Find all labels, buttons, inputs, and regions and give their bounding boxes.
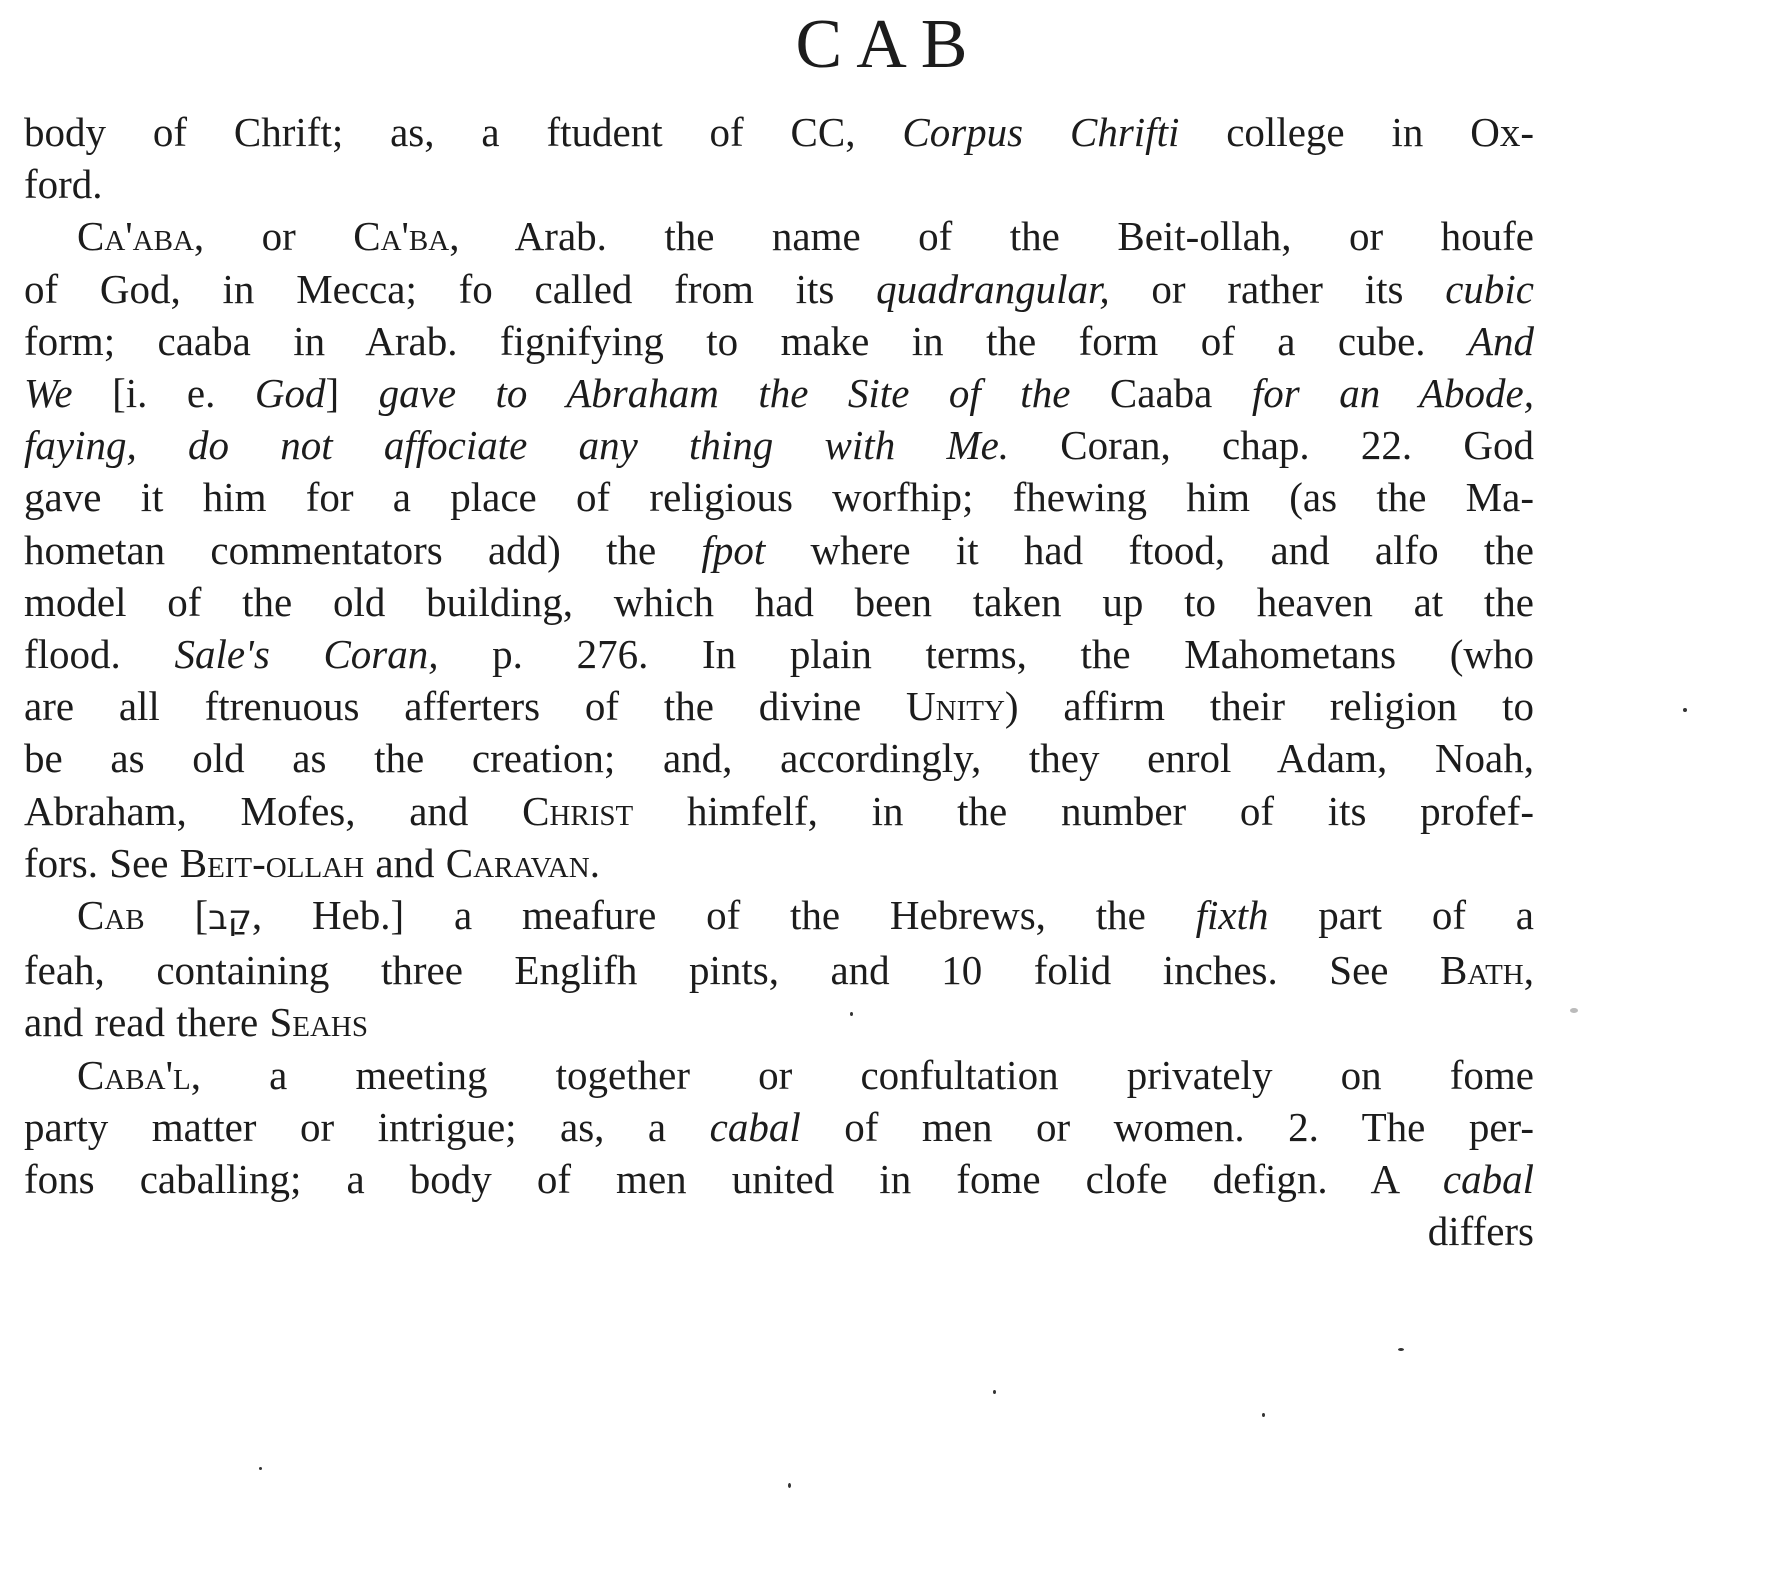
text-line: of God, in Mecca; fo called from its quadrangular, or rather its cubic [24,265,1534,312]
text-line: form; caaba in Arab. fignifying to make in the form of a cube. And [24,317,1534,364]
headword: Cab [77,892,145,939]
text-line: and read there Seahs [24,999,368,1046]
entry-cabal: Caba'l, a meeting together or confultation privately on fome [77,1051,1534,1098]
hebrew-word: קַב [208,898,252,939]
text-line: ford. [24,161,103,208]
text-line: party matter or intrigue; as, a cabal of men or women. 2. The per- [24,1103,1535,1150]
text-line: fors. See Beit-ollah and Caravan. [24,839,600,886]
text-line: flood. Sale's Coran, p. 276. In plain terms, the Mahometans (who [24,631,1534,678]
text-line: Abraham, Mofes, and Christ himfelf, in the number of its profef- [24,787,1534,834]
catchword: differs [1427,1208,1534,1255]
scan-speck [850,1012,853,1016]
text-line: model of the old building, which had been taken up to heaven at the [24,578,1534,625]
page-body [24,106,1534,1257]
cross-reference: Bath [1440,947,1524,994]
headword: Caba'l [77,1051,191,1098]
scan-speck [1398,1348,1404,1351]
entry-cab: Cab [קַב, Heb.] a meafure of the Hebrews, the fixth part of a [77,892,1534,939]
text-line: body of Chrift; as, a ftudent of CC, Corpus Chrifti college in Ox- [24,109,1535,155]
text-line: fons caballing; a body of men united in fome clofe defign. A cabal [24,1156,1534,1203]
page-header: CAB [795,6,982,83]
text-line: be as old as the creation; and, accordingly, they enrol Adam, Noah, [24,735,1534,782]
cross-reference: Beit-ollah [179,839,365,886]
cross-reference: Seahs [269,999,368,1046]
scan-speck [1262,1413,1265,1417]
text-line: We [i. e. God] gave to Abraham the Site of the Caaba for an Abode, [24,370,1534,417]
scan-speck [259,1467,262,1470]
text-line: are all ftrenuous afferters of the divine Unity) affirm their religion to [24,683,1534,730]
scan-speck [1570,1008,1578,1013]
scan-speck [1683,708,1687,712]
text-line: faying, do not affociate any thing with Me. Coran, chap. 22. God [24,422,1534,469]
headword: Ca'aba [77,213,194,260]
cross-reference: Caravan [445,839,590,886]
text-line: feah, containing three Englifh pints, and 10 folid inches. See Bath, [24,947,1534,994]
scan-speck [788,1483,791,1488]
scan-speck [993,1390,996,1394]
entry-caaba: Ca'aba, or Ca'ba, Arab. the name of the Beit-ollah, or houfe [77,213,1534,260]
headword-variant: Ca'ba [353,213,450,260]
text-line: hometan commentators add) the fpot where it had ftood, and alfo the [24,526,1534,573]
text-line: gave it him for a place of religious worfhip; fhewing him (as the Ma- [24,474,1534,521]
